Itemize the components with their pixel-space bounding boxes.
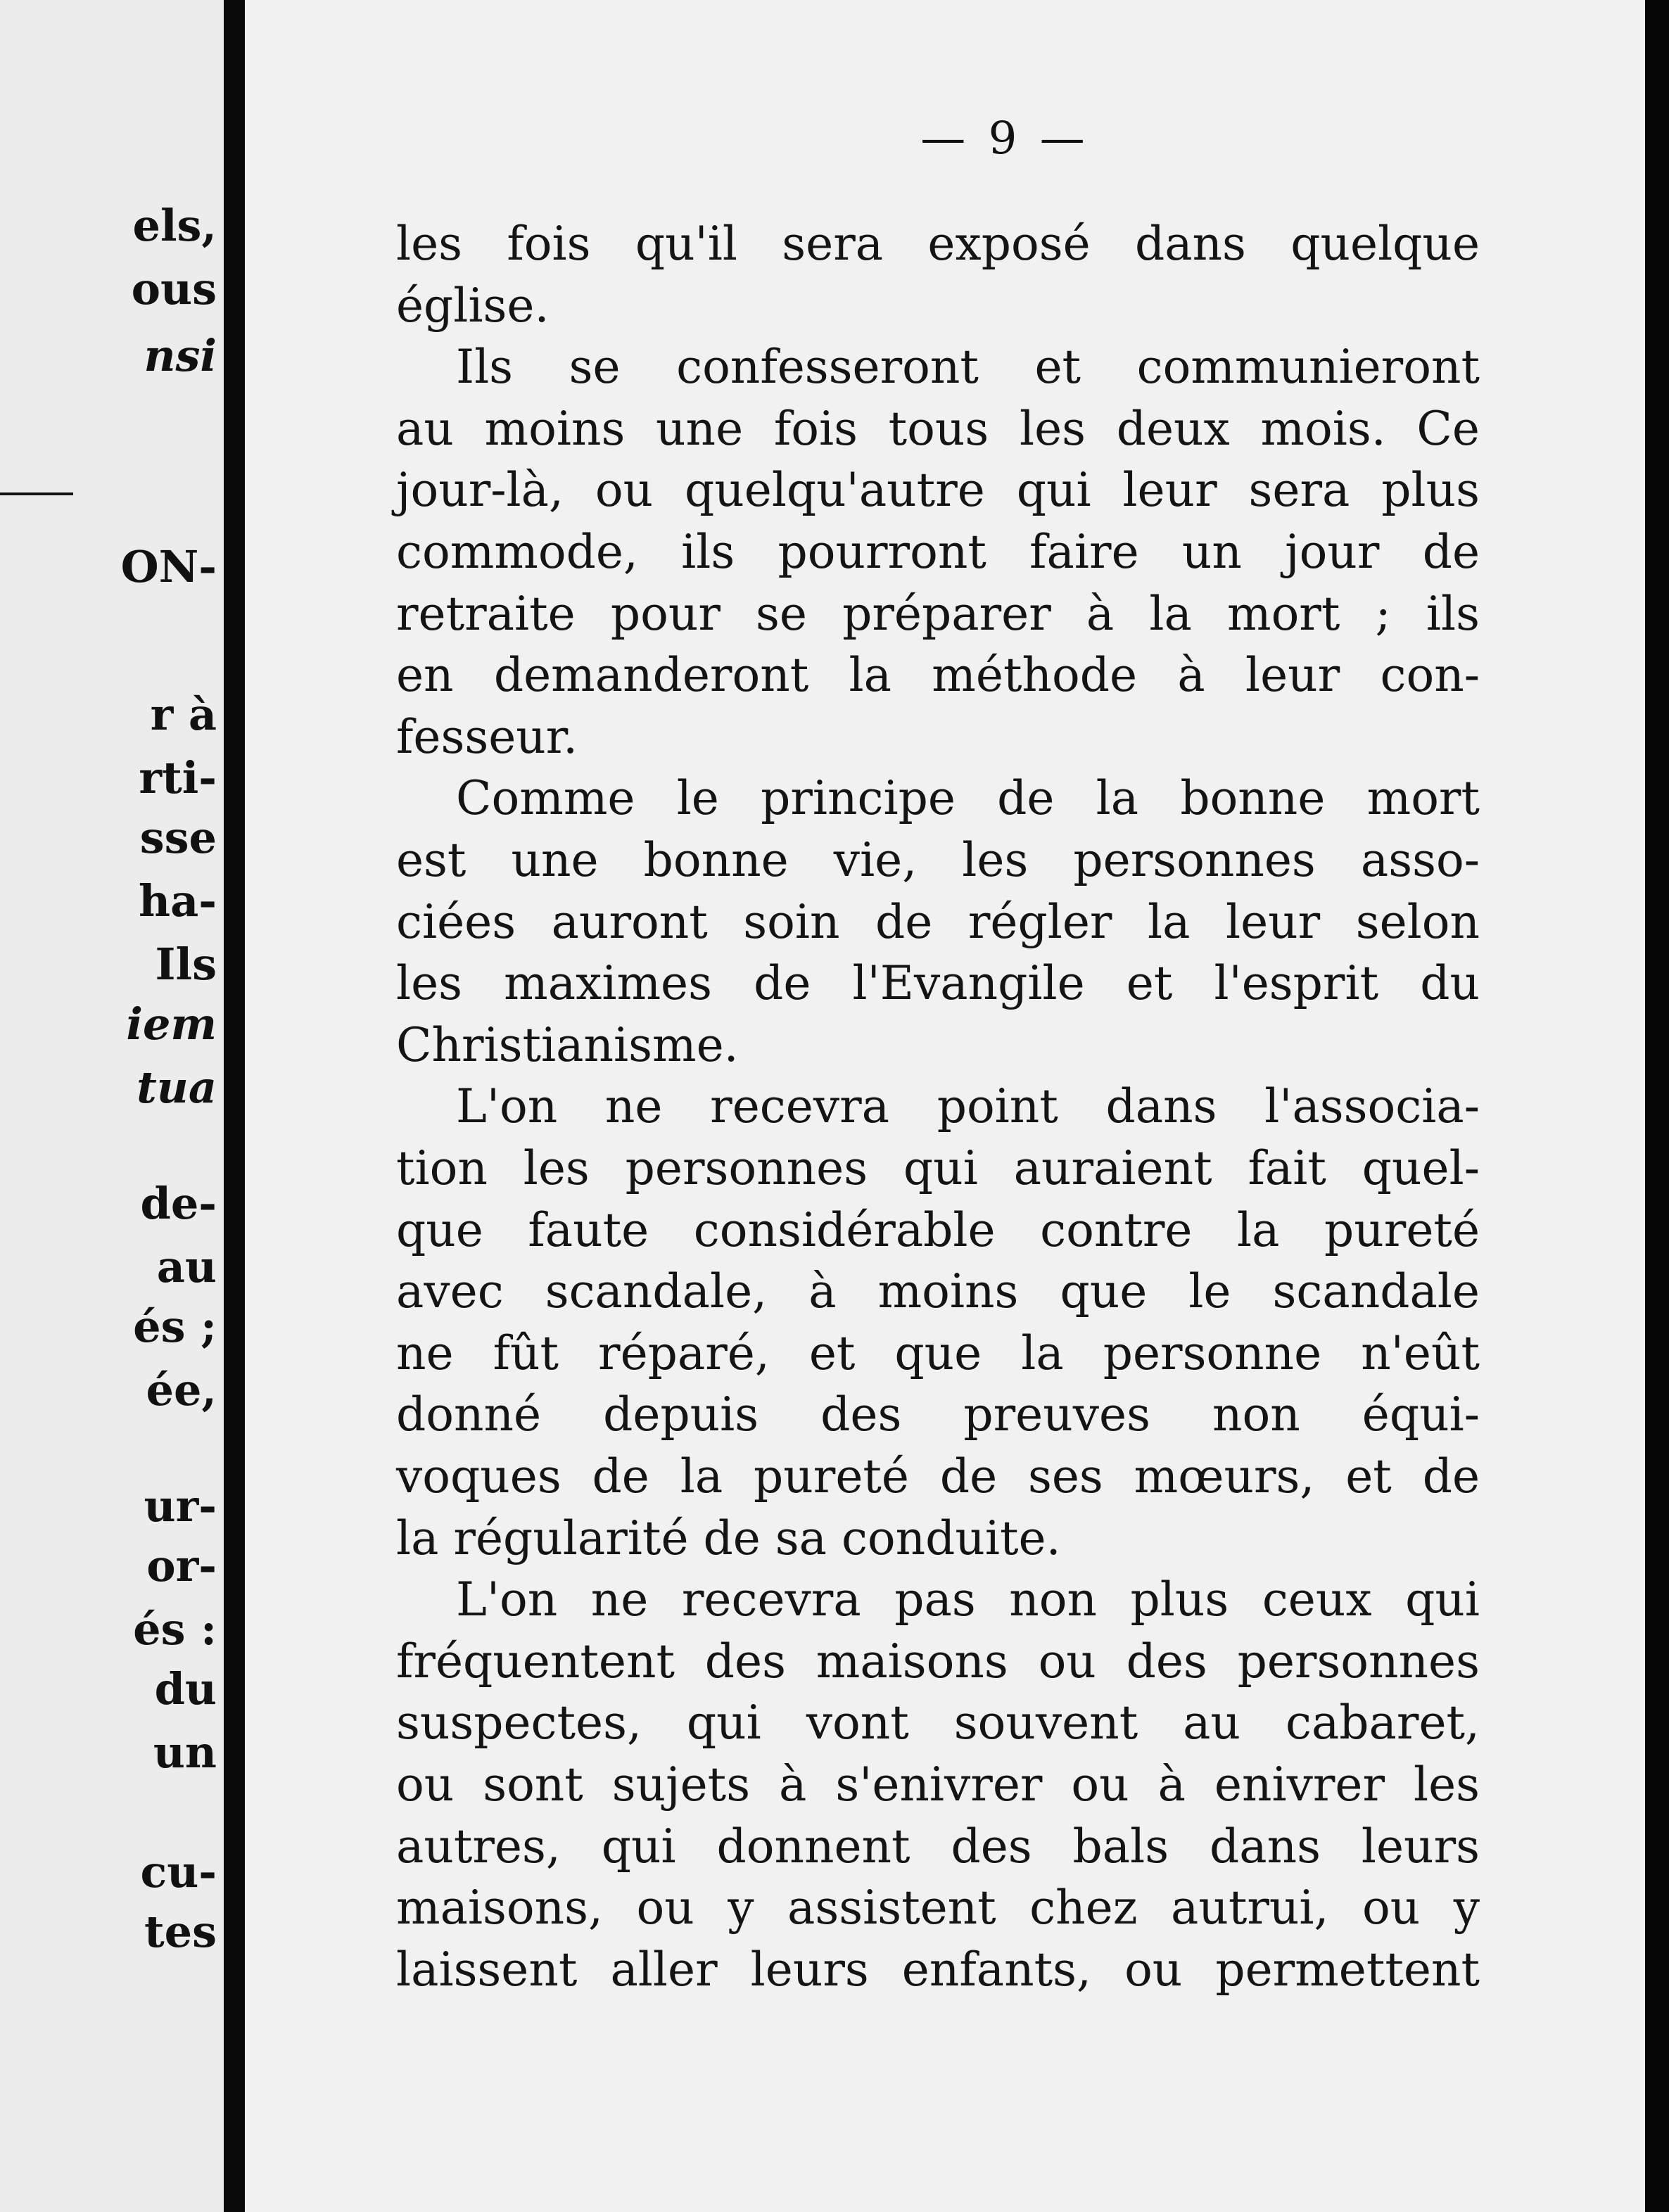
left-margin-fragment: r à: [150, 689, 217, 740]
text-line: Comme le principe de la bonne mort: [456, 771, 1480, 825]
text-line: les maximes de l'Evangile et l'esprit du: [396, 956, 1480, 1010]
text-line: L'on ne recevra pas non plus ceux qui: [456, 1572, 1480, 1627]
text-line: L'on ne recevra point dans l'associa-: [456, 1079, 1480, 1133]
left-margin-fragment: ée,: [146, 1364, 217, 1416]
left-margin-fragment: cu-: [140, 1846, 217, 1898]
left-margin-fragment: els,: [132, 200, 217, 251]
left-margin-fragment: un: [153, 1727, 217, 1778]
text-line: fesseur.: [396, 710, 578, 764]
text-line: la régularité de sa conduite.: [396, 1511, 1061, 1565]
text-line: suspectes, qui vont souvent au cabaret,: [396, 1696, 1480, 1750]
text-line: ou sont sujets à s'enivrer ou à enivrer les: [396, 1757, 1480, 1812]
left-margin-fragment: or-: [146, 1540, 217, 1591]
text-line: autres, qui donnent des bals dans leurs: [396, 1819, 1480, 1874]
left-margin-fragment: ous: [131, 263, 217, 314]
text-line: Ils se confesseront et communieront: [456, 340, 1480, 394]
text-line: ciées auront soin de régler la leur selon: [396, 895, 1480, 949]
text-line: voques de la pureté de ses mœurs, et de: [396, 1449, 1480, 1504]
left-margin-fragment: nsi: [144, 330, 217, 381]
text-line: maisons, ou y assistent chez autrui, ou y: [396, 1881, 1480, 1935]
text-line: fréquentent des maisons ou des personnes: [396, 1634, 1480, 1689]
left-margin-fragment: és :: [133, 1603, 217, 1655]
text-line: église.: [396, 279, 550, 333]
text-line: avec scandale, à moins que le scandale: [396, 1264, 1480, 1318]
text-line: que faute considérable contre la pureté: [396, 1203, 1480, 1257]
left-margin-fragment: sse: [139, 812, 217, 863]
text-line: donné depuis des preuves non équi-: [396, 1387, 1480, 1442]
page-edge: [1645, 0, 1669, 2212]
text-line: au moins une fois tous les deux mois. Ce: [396, 402, 1480, 456]
text-line: tion les personnes qui auraient fait quel-: [396, 1141, 1480, 1195]
text-line: commode, ils pourront faire un jour de: [396, 525, 1480, 579]
text-line: laissent aller leurs enfants, ou permettent: [396, 1943, 1480, 1997]
left-page: [0, 0, 224, 2212]
left-margin-fragment: ur-: [144, 1480, 217, 1532]
left-margin-fragment: ON-: [120, 541, 217, 592]
left-margin-fragment: du: [154, 1663, 217, 1715]
left-margin-fragment: ha-: [139, 875, 217, 927]
section-rule: [0, 492, 73, 495]
text-line: retraite pour se préparer à la mort ; ils: [396, 587, 1480, 641]
text-line: en demanderont la méthode à leur con-: [396, 648, 1480, 702]
text-line: les fois qu'il sera exposé dans quelque: [396, 217, 1480, 271]
left-margin-fragment: tua: [137, 1062, 217, 1113]
left-margin-fragment: tes: [144, 1906, 217, 1957]
text-line: jour-là, ou quelqu'autre qui leur sera plus: [396, 463, 1480, 517]
book-gutter: [224, 0, 245, 2212]
left-margin-fragment: Ils: [155, 939, 217, 990]
left-margin-fragment: és ;: [133, 1301, 217, 1352]
right-page: [245, 0, 1645, 2212]
left-margin-fragment: iem: [126, 998, 217, 1050]
left-margin-fragment: rti-: [139, 752, 217, 803]
text-line: ne fût réparé, et que la personne n'eût: [396, 1326, 1480, 1380]
left-margin-fragment: de-: [140, 1178, 217, 1229]
left-margin-fragment: au: [156, 1241, 217, 1292]
text-line: est une bonne vie, les personnes asso-: [396, 833, 1480, 887]
page-number: — 9 —: [920, 113, 1089, 165]
text-line: Christianisme.: [396, 1018, 739, 1072]
